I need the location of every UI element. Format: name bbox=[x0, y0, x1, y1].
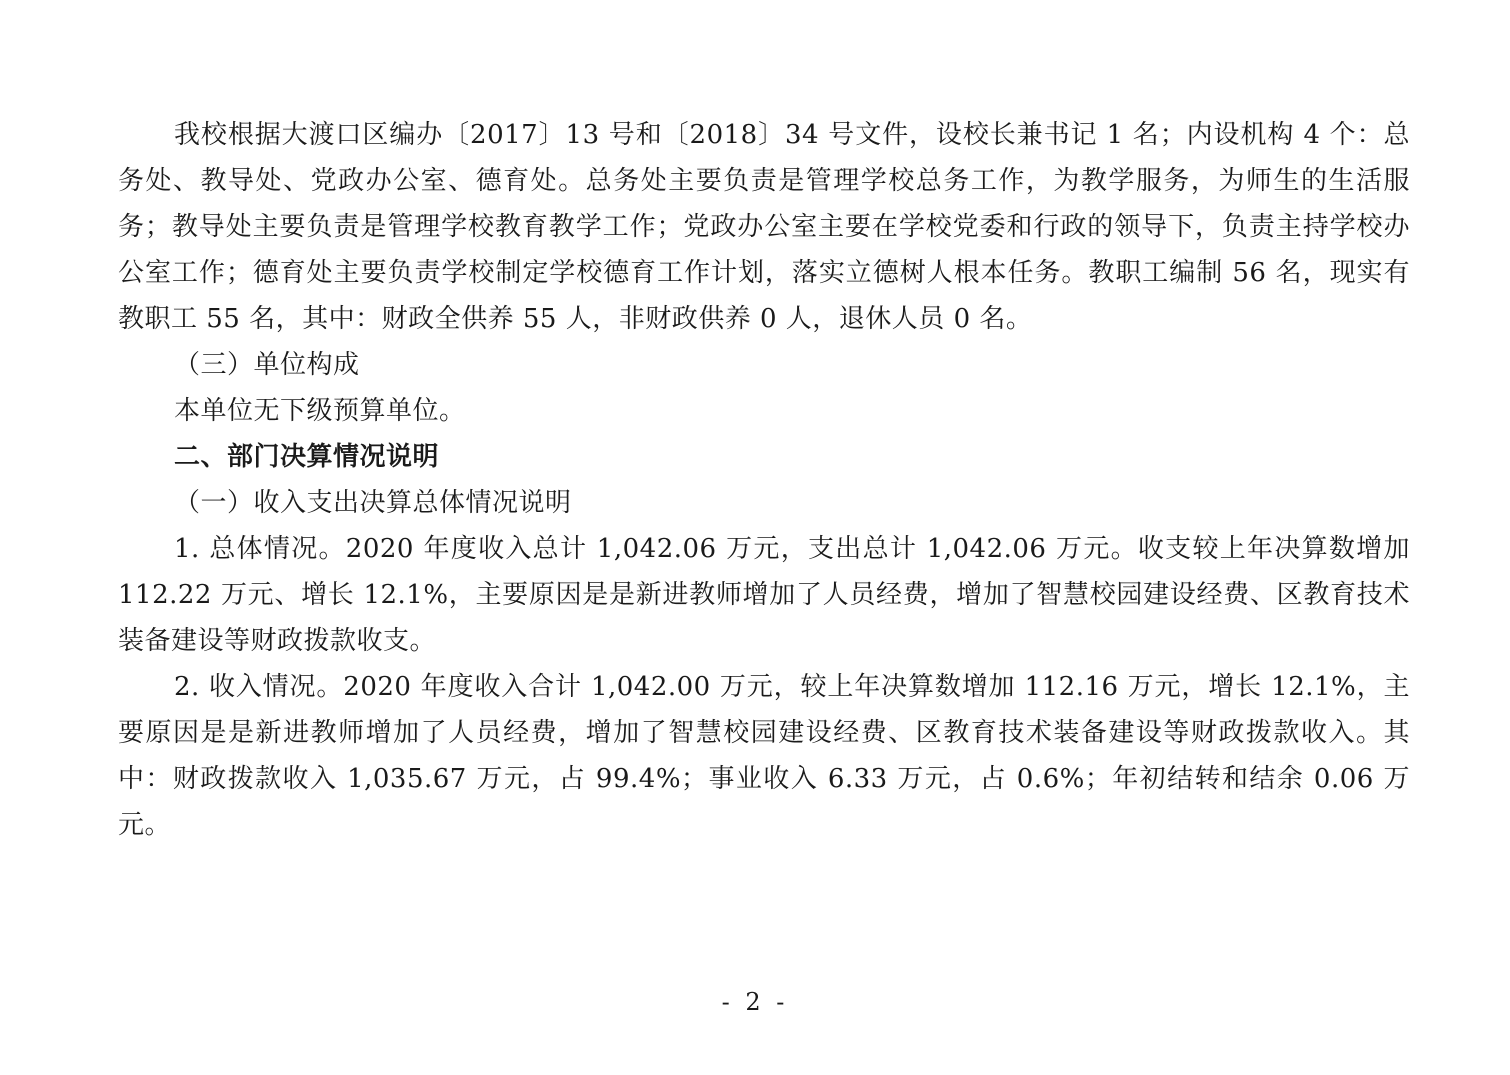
paragraph-overall-situation: 1. 总体情况。2020 年度收入总计 1,042.06 万元，支出总计 1,042.06 万元。收支较上年决算数增加 112.22 万元、增长 12.1%，主要原因是是新进教师增加了人员经费，增加了智慧校园建设经费、区教育技术装备建设等财政拨款收支。 bbox=[118, 534, 1410, 656]
paragraph-income-situation: 2. 收入情况。2020 年度收入合计 1,042.00 万元，较上年决算数增加 112.16 万元，增长 12.1%，主要原因是是新进教师增加了人员经费，增加了智慧校园建设经费、区教育技术装备建设等财政拨款收入。其中：财政拨款收入 1,035.67 万元，占 99.4%；事业收入 6.33 万元，占 0.6%；年初结转和结余 0.06 万元。 bbox=[118, 672, 1410, 840]
heading-section-2: 二、部门决算情况说明 bbox=[174, 442, 440, 472]
heading-unit-composition: （三）单位构成 bbox=[174, 350, 360, 380]
paragraph-staffing: 我校根据大渡口区编办〔2017〕13 号和〔2018〕34 号文件，设校长兼书记 1 名；内设机构 4 个：总务处、教导处、党政办公室、德育处。总务处主要负责是管理学校总务工作，为教学服务，为师生的生活服务；教导处主要负责是管理学校教育教学工作；党政办公室主要在学校党委和行政的领导下，负责主持学校办公室工作；德育处主要负责学校制定学校德育工作计划，落实立德树人根本任务。教职工编制 56 名，现实有教职工 55 名，其中：财政全供养 55 人，非财政供养 0 人，退休人员 0 名。 bbox=[118, 120, 1410, 334]
heading-income-expense-overview: （一）收入支出决算总体情况说明 bbox=[174, 488, 572, 518]
paragraph-unit-composition: 本单位无下级预算单位。 bbox=[174, 396, 466, 426]
document-page bbox=[118, 112, 1410, 848]
page-number: - 2 - bbox=[721, 988, 789, 1016]
